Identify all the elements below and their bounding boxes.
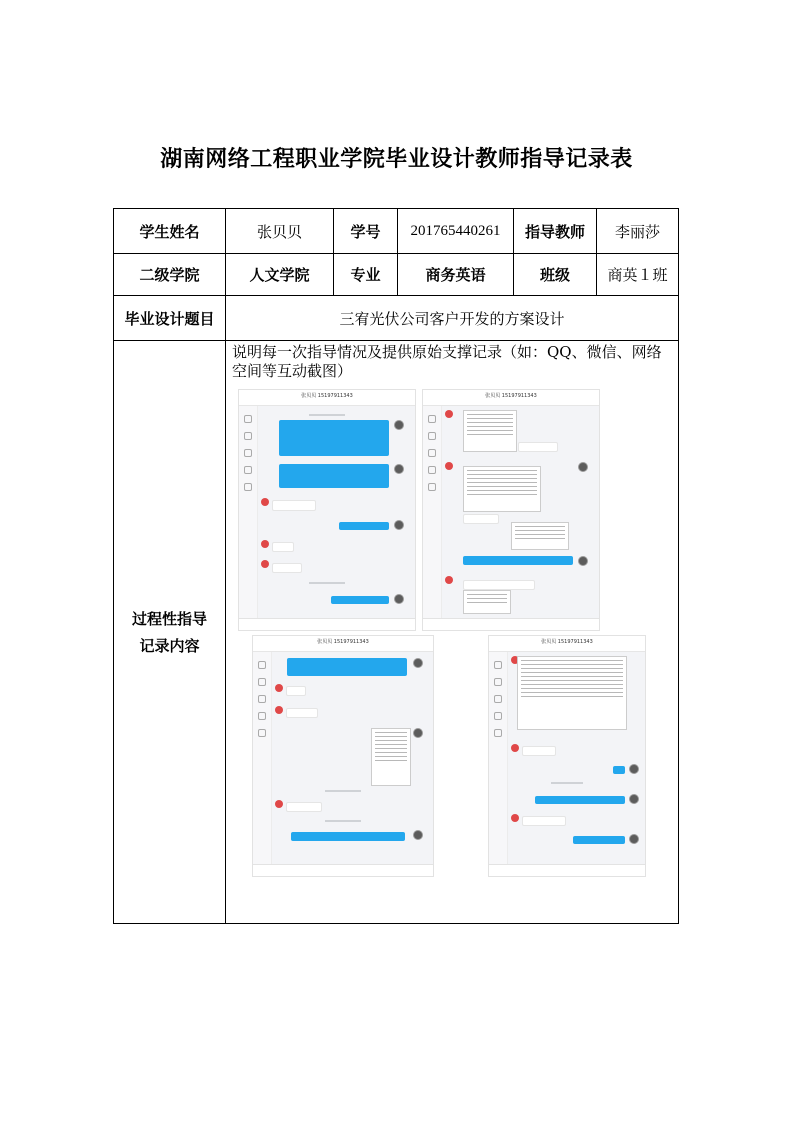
student-id-label: 学号 [334,209,398,254]
chat-title: 张贝贝 15197911343 [301,393,353,399]
student-id-value: 201765440261 [398,209,514,254]
record-table [113,208,679,924]
screenshot-area [226,383,678,923]
page-title: 湖南网络工程职业学院毕业设计教师指导记录表 [160,146,633,172]
college-label: 二级学院 [114,254,226,296]
table-row [114,341,679,924]
teacher-value: 李丽莎 [597,209,679,254]
topic-value: 三宥光伏公司客户开发的方案设计 [226,296,679,341]
process-label-line2: 记录内容 [139,637,200,655]
major-label: 专业 [334,254,398,296]
student-name-value: 张贝贝 [226,209,334,254]
chat-screenshot [252,635,434,877]
major-value: 商务英语 [398,254,514,296]
teacher-label: 指导教师 [514,209,597,254]
instruction-text: 说明每一次指导情况及提供原始支撑记录（如：QQ、微信、网络空间等互动截图） [232,343,662,380]
class-label: 班级 [514,254,597,296]
chat-title: 张贝贝 15197911343 [541,639,593,645]
process-content [226,341,679,924]
topic-label: 毕业设计题目 [114,296,226,341]
chat-screenshot [238,389,416,631]
chat-title: 张贝贝 15197911343 [317,639,369,645]
process-label-line1: 过程性指导 [131,610,207,628]
student-name-label: 学生姓名 [114,209,226,254]
college-value: 人文学院 [226,254,334,296]
table-row [114,296,679,341]
chat-title: 张贝贝 15197911343 [485,393,537,399]
chat-screenshot [422,389,600,631]
table-row [114,254,679,296]
table-row [114,209,679,254]
chat-screenshot [488,635,646,877]
process-label [114,341,226,924]
class-value: 商英１班 [597,254,679,296]
